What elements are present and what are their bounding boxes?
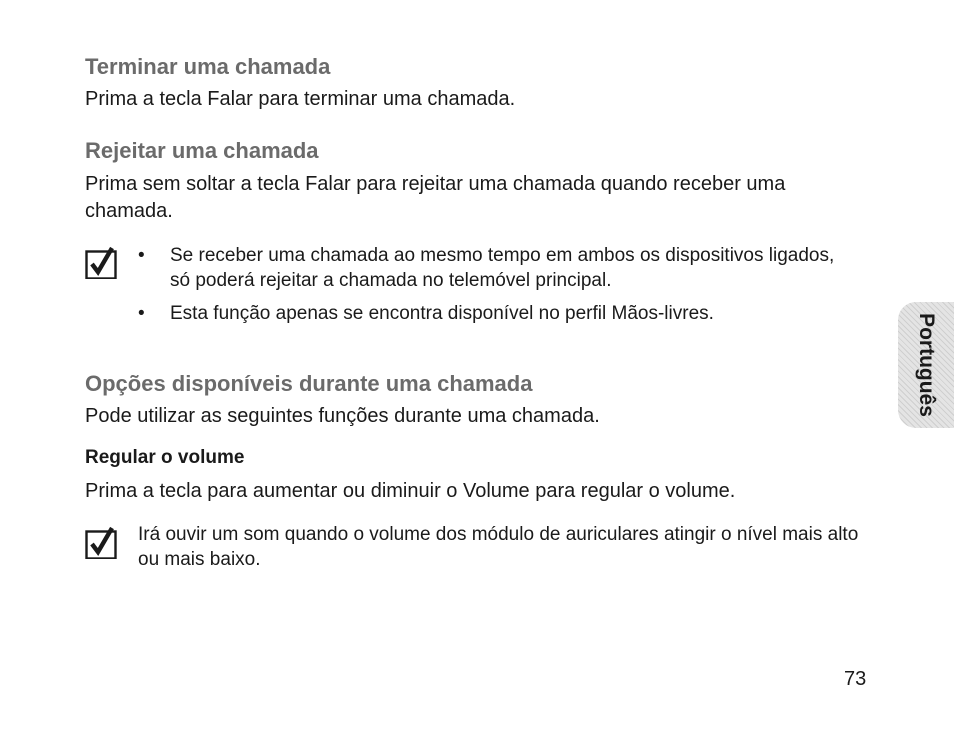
note-checkbox-icon <box>85 245 119 284</box>
reject-note-list <box>138 243 848 334</box>
language-side-tab <box>898 302 954 428</box>
reject-call-text: Prima sem soltar a tecla Falar para rejeitar uma chamada quando receber uma chamada. <box>85 173 786 222</box>
list-item <box>138 301 848 326</box>
in-call-options-text: Pode utilizar as seguintes funções durante uma chamada. <box>85 405 600 427</box>
bullet: • <box>138 303 145 324</box>
note-bullet-text: Se receber uma chamada ao mesmo tempo em ambos os dispositivos ligados, só poderá rejeitar a chamada no telemóvel principal. <box>170 245 835 291</box>
volume-note-text: Irá ouvir um som quando o volume dos módulo de auriculares atingir o nível mais alto ou mais baixo. <box>138 524 859 570</box>
heading-end-call: Terminar uma chamada <box>85 54 331 79</box>
note-bullet-text: Esta função apenas se encontra disponível no perfil Mãos-livres. <box>170 303 714 324</box>
heading-reject-call: Rejeitar uma chamada <box>85 138 319 163</box>
page-number: 73 <box>844 668 867 690</box>
subheading-volume: Regular o volume <box>85 447 245 468</box>
note-checkbox-icon <box>85 525 119 564</box>
bullet: • <box>138 245 145 266</box>
end-call-text: Prima a tecla Falar para terminar uma chamada. <box>85 88 516 110</box>
list-item <box>138 243 848 293</box>
heading-in-call-options: Opções disponíveis durante uma chamada <box>85 371 533 396</box>
language-label: Português <box>915 313 938 417</box>
checkbox-check-icon <box>85 245 119 279</box>
volume-text: Prima a tecla para aumentar ou diminuir o Volume para regular o volume. <box>85 480 736 502</box>
checkbox-check-icon <box>85 525 119 559</box>
